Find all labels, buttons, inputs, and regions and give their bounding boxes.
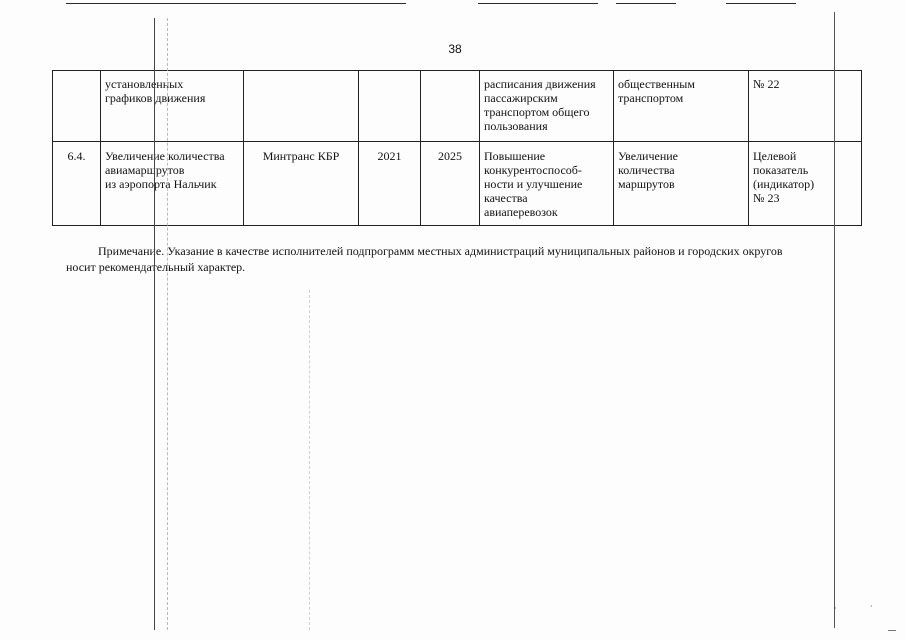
scan-speck: ·	[834, 604, 837, 613]
page-number: 38	[448, 42, 462, 56]
row-number-cell: 6.4.	[53, 142, 101, 226]
scan-top-rule	[66, 3, 406, 4]
scan-speck: ·	[870, 602, 873, 611]
result-cell: Повышение конкурентоспособ- ности и улучшение качества авиаперевозок	[480, 142, 614, 226]
scan-fold-line	[309, 290, 310, 630]
plan-table	[52, 70, 862, 226]
scan-top-rule	[726, 3, 796, 4]
effect-cell: Увеличение количества маршрутов	[614, 142, 749, 226]
table-row	[53, 142, 862, 226]
footnote-line-1: Примечание. Указание в качестве исполнителей подпрограмм местных администраций муниципальных районов и городских округов	[98, 244, 783, 258]
executor-cell: Минтранс КБР	[244, 142, 359, 226]
footnote-line-2: носит рекомендательный характер.	[66, 260, 246, 274]
end-year-cell	[421, 71, 480, 142]
scan-top-rule	[616, 3, 676, 4]
row-number-cell	[53, 71, 101, 142]
scan-binding-line	[167, 18, 168, 630]
scan-speck	[888, 630, 896, 631]
scan-top-rule	[478, 3, 598, 4]
scan-binding-line	[154, 18, 155, 630]
executor-cell	[244, 71, 359, 142]
event-cell: Увеличение количества авиамаршрутов из аэропорта Нальчик	[101, 142, 244, 226]
start-year-cell	[359, 71, 421, 142]
effect-cell: общественным транспортом	[614, 71, 749, 142]
end-year-cell: 2025	[421, 142, 480, 226]
footnote	[66, 243, 866, 275]
event-cell: установленных графиков движения	[101, 71, 244, 142]
table-row	[53, 71, 862, 142]
start-year-cell: 2021	[359, 142, 421, 226]
indicator-cell: Целевой показатель (индикатор) № 23	[749, 142, 862, 226]
scan-binding-line	[834, 12, 835, 628]
result-cell: расписания движения пассажирским транспортом общего пользования	[480, 71, 614, 142]
indicator-cell: № 22	[749, 71, 862, 142]
